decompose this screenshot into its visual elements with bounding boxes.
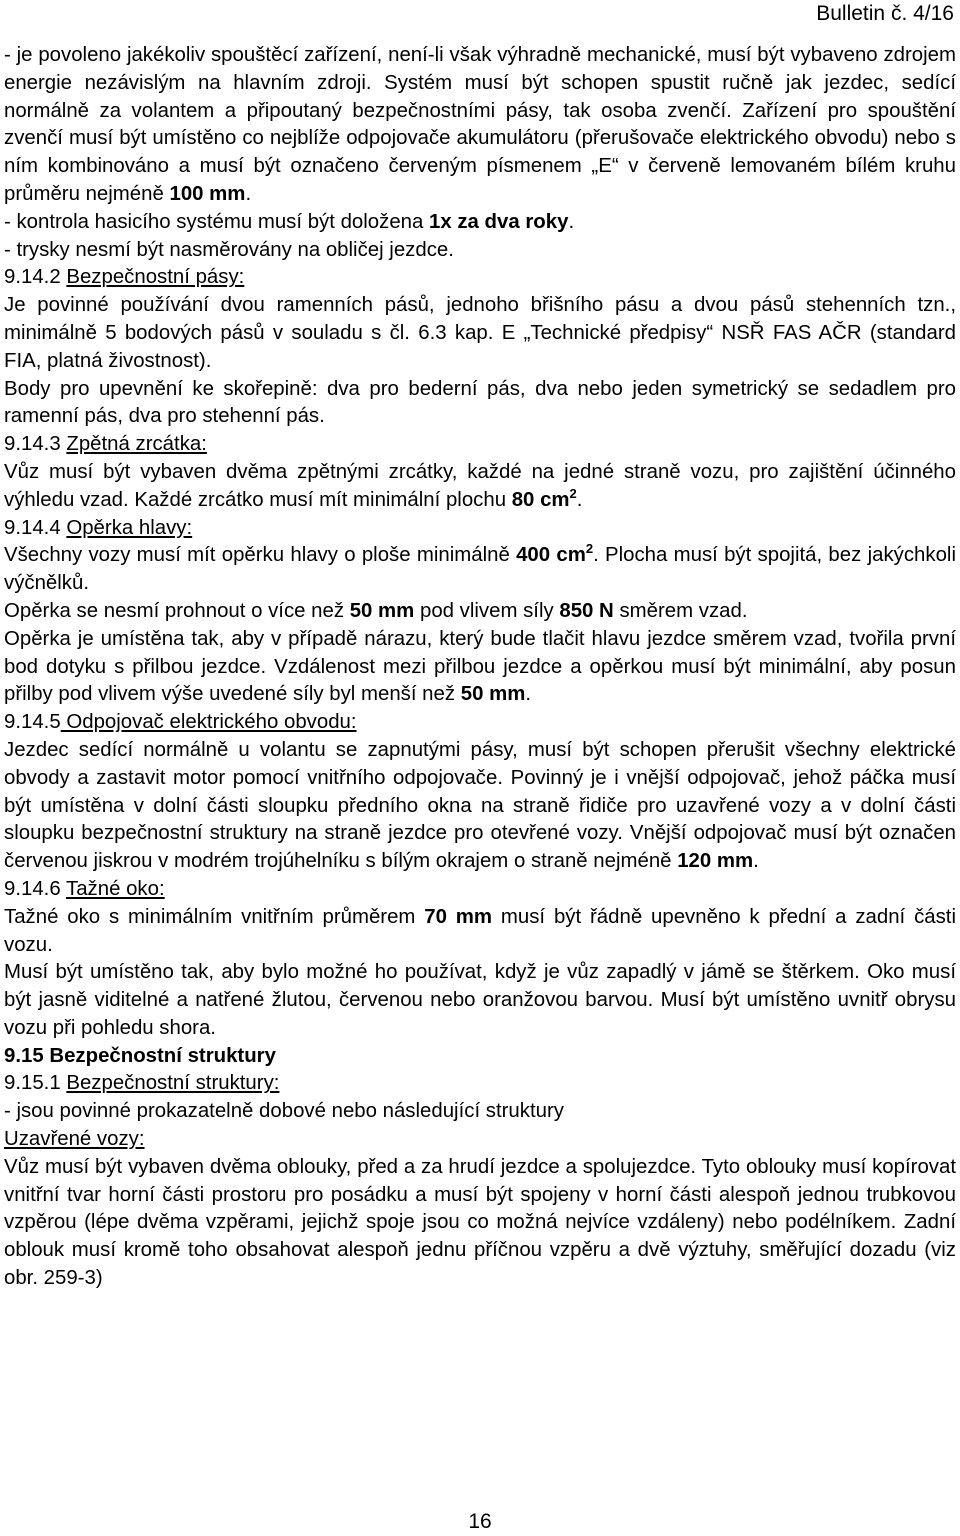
text-segment: 1x za dva roky xyxy=(429,210,569,233)
text-segment: Bezpečnostní struktury: xyxy=(66,1072,280,1095)
bulletin-header: Bulletin č. 4/16 xyxy=(816,2,954,25)
text-segment: - jsou povinné prokazatelně dobové nebo následující struktury xyxy=(4,1100,564,1123)
text-segment: 120 mm xyxy=(677,850,754,873)
heading-9-14-2 xyxy=(4,264,956,292)
heading-9-14-4 xyxy=(4,515,956,543)
text-segment: Body pro upevnění ke skořepině: dva pro bederní pás, dva nebo jeden symetrický se sedadlem pro ramenní pás, dva pro stehenní pás. xyxy=(4,377,956,428)
text-segment: Je povinné používání dvou ramenních pásů, jednoho břišního pásu a dvou pásů stehenních tzn., minimálně 5 bodových pásů v souladu s čl. 6.3 kap. E „Technické předpisy“ NSŘ FAS AČR (standard FIA, platná živostnost). xyxy=(4,294,956,372)
text-segment: . xyxy=(576,488,583,511)
text-segment: Odpojovač elektrického obvodu: xyxy=(60,711,357,734)
heading-9-15-1 xyxy=(4,1070,956,1098)
paragraph-towing-eye xyxy=(4,904,956,960)
text-segment: - kontrola hasicího systému musí být doložena xyxy=(4,210,430,233)
text-segment: Všechny vozy musí mít opěrku hlavy o ploše minimálně xyxy=(4,544,517,567)
text-segment: 9.15 Bezpečnostní struktury xyxy=(4,1044,276,1067)
heading-9-14-6 xyxy=(4,876,956,904)
text-segment: Jezdec sedící normálně u volantu se zapnutými pásy, musí být schopen přerušit všechny elektrické obvody a zastavit motor pomocí vnitřního odpojovače. Povinný je i vnější odpojovač, jehož páčka musí být umístěna v dolní části sloupku předního okna na straně řidiče pro uzavřené vozy a v dolní části sloupku bezpečnostní struktury na straně jezdce pro otevřené vozy. Vnější odpojovač musí být označen červenou jiskrou v modrém trojúhelníku s bílým okrajem o straně nejméně xyxy=(4,738,956,873)
heading-9-15 xyxy=(4,1043,956,1071)
paragraph-seat-belts xyxy=(4,292,956,375)
text-segment: - je povoleno jakékoliv spouštěcí zařízení, není-li však výhradně mechanické, musí být vybaveno zdrojem energie nezávislým na hlavním zdroji. Systém musí být schopen spustit ručně jak jezdec, sedící normálně za volantem a připoutaný bezpečnostními pásy, tak osoba zvenčí. Zařízení pro spouštění zvenčí musí být umístěno co nejblíže odpojovače akumulátoru (přerušovače elektrického obvodu) nebo s ním kombinováno a musí být označeno červeným písmenem „E“ v červeně lemovaném bílém kruhu průměru nejméně xyxy=(4,44,956,205)
text-segment: 100 mm xyxy=(169,182,246,205)
text-segment: 70 mm xyxy=(424,905,493,928)
text-segment: Opěrka je umístěna tak, aby v případě nárazu, který bude tlačit hlavu jezdce směrem vzad, tvořila první bod dotyku s přilbou jezdce. Vzdálenost mezi přilbou jezdce a opěrkou musí být minimální, aby posun přilby pod vlivem výše uvedené síly byl menší než xyxy=(4,627,956,706)
paragraph-starter-device xyxy=(4,42,956,209)
text-segment: 9.14.3 xyxy=(4,433,67,456)
text-segment: - trysky nesmí být nasměrovány na obličej jezdce. xyxy=(4,238,454,261)
paragraph-towing-eye-position xyxy=(4,959,956,1042)
text-segment: Opěrka hlavy: xyxy=(66,516,193,539)
paragraph-headrest-position xyxy=(4,626,956,709)
text-segment: . Plocha musí být spojitá, bez jakýchkoli výčnělků. xyxy=(4,544,956,595)
text-segment: 9.14.5 xyxy=(4,711,61,734)
text-segment: Opěrka se nesmí prohnout o více než xyxy=(4,599,350,622)
text-segment: Uzavřené vozy: xyxy=(4,1128,145,1151)
text-segment: 2 xyxy=(569,485,577,501)
text-segment: . xyxy=(525,683,532,706)
text-segment: Vůz musí být vybaven dvěma zpětnými zrcátky, každé na jedné straně vozu, pro zajištění účinného výhledu vzad. Každé zrcátko musí mít minimální plochu xyxy=(4,460,956,511)
heading-9-14-3 xyxy=(4,431,956,459)
paragraph-structures-required xyxy=(4,1098,956,1126)
text-segment: pod vlivem síly xyxy=(414,599,560,622)
text-segment: směrem vzad. xyxy=(613,599,748,622)
document-body xyxy=(4,42,956,1293)
text-segment: Vůz musí být vybaven dvěma oblouky, před a za hrudí jezdce a spolujezdce. Tyto oblouky musí kopírovat vnitřní tvar horní části prostoru pro posádku a musí být spojeny v horní části alespoň jednou trubkovou vzpěrou (lépe dvěma vzpěrami, jejichž spoje jsou co možná nejvíce vzdáleny) nebo podélníkem. Zadní oblouk musí kromě toho obsahovat alespoň jednu příčnou vzpěru a dvě výztuhy, směřující dozadu (viz obr. 259-3) xyxy=(4,1155,956,1290)
paragraph-circuit-breaker xyxy=(4,737,956,876)
text-segment: Tažné oko s minimálním vnitřním průměrem xyxy=(4,905,425,928)
text-segment: 50 mm xyxy=(460,683,526,706)
text-segment: 9.14.4 xyxy=(4,516,67,539)
text-segment: musí být řádně upevněno k přední a zadní části vozu. xyxy=(4,905,957,956)
text-segment: 9.14.2 xyxy=(4,266,67,289)
text-segment: . xyxy=(245,182,252,205)
heading-closed-cars xyxy=(4,1126,956,1154)
page-number: 16 xyxy=(468,1510,492,1533)
text-segment: 2 xyxy=(585,541,594,557)
text-segment: . xyxy=(753,850,759,873)
text-segment: Zpětná zrcátka: xyxy=(66,433,207,456)
paragraph-nozzles xyxy=(4,237,956,265)
paragraph-mounting-points xyxy=(4,376,956,432)
paragraph-closed-cars xyxy=(4,1154,956,1293)
paragraph-headrest-deflection xyxy=(4,598,956,626)
text-segment: . xyxy=(568,210,575,233)
text-segment: 850 N xyxy=(559,599,614,622)
text-segment: Musí být umístěno tak, aby bylo možné ho používat, když je vůz zapadlý v jámě se štěrkem. Oko musí být jasně viditelné a natřené žlutou, červenou nebo oranžovou barvou. Musí být umístěno uvnitř obrysu vozu při pohledu shora. xyxy=(4,961,956,1039)
text-segment: Bezpečnostní pásy: xyxy=(66,266,245,289)
paragraph-mirrors xyxy=(4,459,956,515)
heading-9-14-5 xyxy=(4,709,956,737)
paragraph-extinguisher-check xyxy=(4,209,956,237)
text-segment: 50 mm xyxy=(349,599,415,622)
text-segment: 400 cm xyxy=(516,544,586,567)
paragraph-headrest-area xyxy=(4,542,956,598)
text-segment: 9.15.1 xyxy=(4,1072,67,1095)
text-segment: Tažné oko: xyxy=(66,877,165,900)
text-segment: 9.14.6 xyxy=(4,877,66,900)
text-segment: 80 cm xyxy=(511,488,570,511)
